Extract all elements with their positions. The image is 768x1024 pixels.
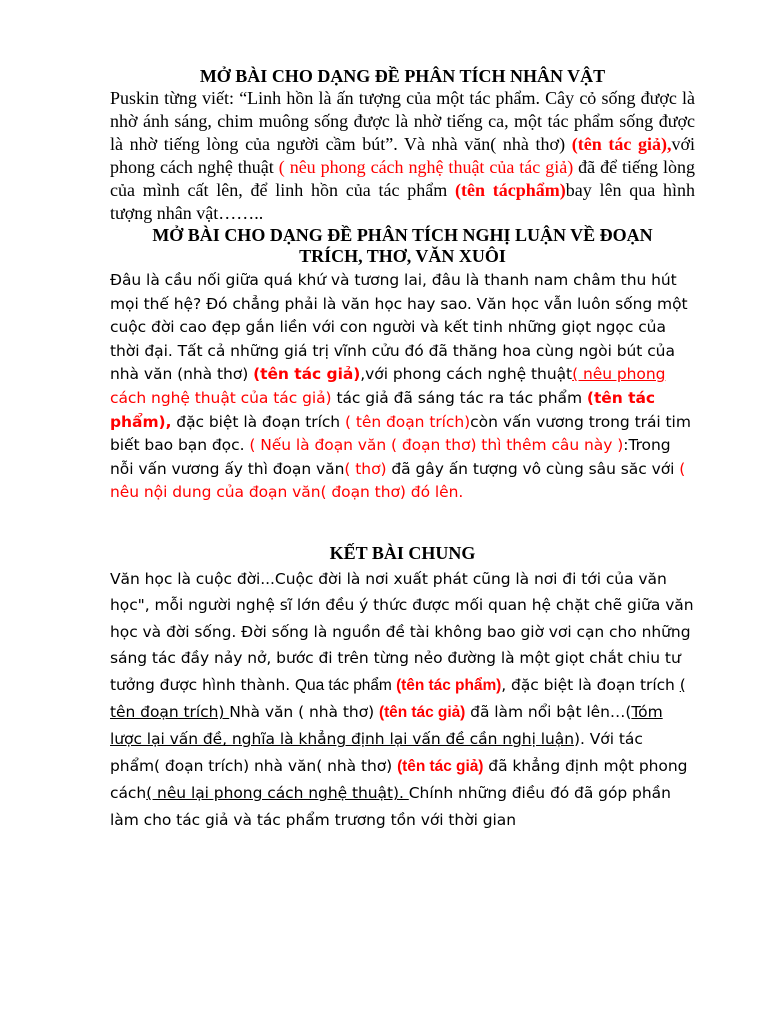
text-run: đặc biệt là đoạn trích [171, 412, 345, 431]
text-run: ( nêu phong cách nghệ thuật của tác giả) [278, 157, 574, 177]
text-run: (tên tác phẩm) [396, 676, 502, 694]
text-run: (tên tácphẩm) [455, 180, 566, 200]
text-run: ( tên đoạn trích) [110, 675, 686, 721]
text-run: :Trong nỗi vấn vương ấy thì đoạn văn [110, 436, 671, 478]
section-heading-general-conclusion: KẾT BÀI CHUNG [329, 542, 476, 563]
text-run: Qua tác phẩm [295, 676, 397, 694]
section-paragraph-character-analysis [110, 87, 695, 225]
text-run: ( nêu nội dung của đoạn văn( đoạn thơ) đó lên. [110, 459, 686, 502]
text-run: bay lên qua hình tượng nhân vật…….. [110, 180, 695, 223]
text-run: tác giả đã sáng tác ra tác phẩm [331, 388, 587, 407]
text-run: (tên tác giả) [253, 365, 361, 384]
text-run: Puskin từng viết: “Linh hồn là ấn tượng của một tác phẩm. Cây cỏ sống được là nhờ ánh sáng, chim muông sống được là nhờ tiếng ca, một tác phẩm sống được là nhờ tiếng lòng của người cầm bút”. Và nhà văn( nhà thơ) [110, 88, 695, 154]
text-run: đã gây ấn tượng vô cùng sâu săc với [386, 459, 680, 478]
text-run: ( nêu phong [572, 365, 666, 384]
text-run: Nhà văn ( nhà thơ) [229, 702, 379, 721]
section-paragraph-general-conclusion [110, 566, 695, 833]
text-run: ( thơ) [344, 459, 387, 478]
text-run: (tên tác phẩm), [110, 388, 655, 431]
text-run: còn vấn vương trong trái tim biết bao bạn đọc. [110, 412, 691, 455]
text-run: đã làm nổi bật lên…( [465, 702, 632, 721]
section-heading-character-analysis: MỞ BÀI CHO DẠNG ĐỀ PHÂN TÍCH NHÂN VẬT [199, 66, 606, 86]
document-page [110, 66, 695, 833]
text-run: (tên tác giả) [378, 703, 466, 721]
text-run: Tóm lược lại vấn đề, nghĩa là khẳng định lại vấn đề cần nghị luận [110, 702, 663, 749]
text-run: đã khẳng định một phong cách [110, 756, 688, 803]
section-paragraph-excerpt-analysis [110, 269, 695, 505]
text-run: với phong cách nghệ thuật [110, 134, 696, 177]
text-run: (tên tác giả), [571, 134, 672, 154]
text-run: Văn học là cuộc đời...Cuộc đời là nơi xuất phát cũng là nơi đi tới của văn học", mỗi người nghệ sĩ lớn đều ý thức được mối quan hệ chặt chẽ giữa văn học và đời sống. Đời sống là nguồn đề tài không bao giờ vơi cạn cho những sáng tác đầy nảy nở, bước đi trên từng nẻo đường là một giọt chắt chiu tư tưởng được hình thành. [110, 569, 694, 694]
heading-line: TRÍCH, THƠ, VĂN XUÔI [299, 246, 506, 266]
text-run: (tên tác giả) [397, 757, 484, 775]
text-run: ( nêu lại phong cách nghệ thuật). [146, 784, 409, 803]
text-run: ). Với tác phẩm( đoạn trích) nhà văn( nhà thơ) [110, 730, 643, 775]
text-run: , đặc biệt là đoạn trích [501, 675, 680, 694]
heading-line: MỞ BÀI CHO DẠNG ĐỀ PHÂN TÍCH NGHỊ LUẬN VỀ ĐOẠN [152, 225, 653, 245]
text-run: cách nghệ thuật của tác giả) [110, 388, 332, 407]
text-run: đã để tiếng lòng của mình cất lên, để linh hồn của tác phẩm [110, 157, 695, 200]
text-run: ( Nếu là đoạn văn ( đoạn thơ) thì thêm câu này ) [249, 436, 624, 455]
text-run: Chính những điều đó đã góp phần làm cho tác giả và tác phẩm trương tồn với thời gian [110, 784, 671, 829]
text-run: ,với phong cách nghệ thuật [360, 365, 573, 384]
section-heading-excerpt-analysis [110, 225, 695, 267]
text-run: ( tên đoạn trích) [344, 412, 471, 431]
text-run: Đâu là cầu nối giữa quá khứ và tương lai, đâu là thanh nam châm thu hút mọi thế hệ? Đó chẳng phải là văn học hay sao. Văn học vẫn luôn sống một cuộc đời cao đẹp gắn liền với con người và kết tinh những giọt ngọc của thời đại. Tất cả những giá trị vĩnh cửu đó đã thăng hoa cùng ngòi bút của nhà văn (nhà thơ) [110, 271, 688, 384]
